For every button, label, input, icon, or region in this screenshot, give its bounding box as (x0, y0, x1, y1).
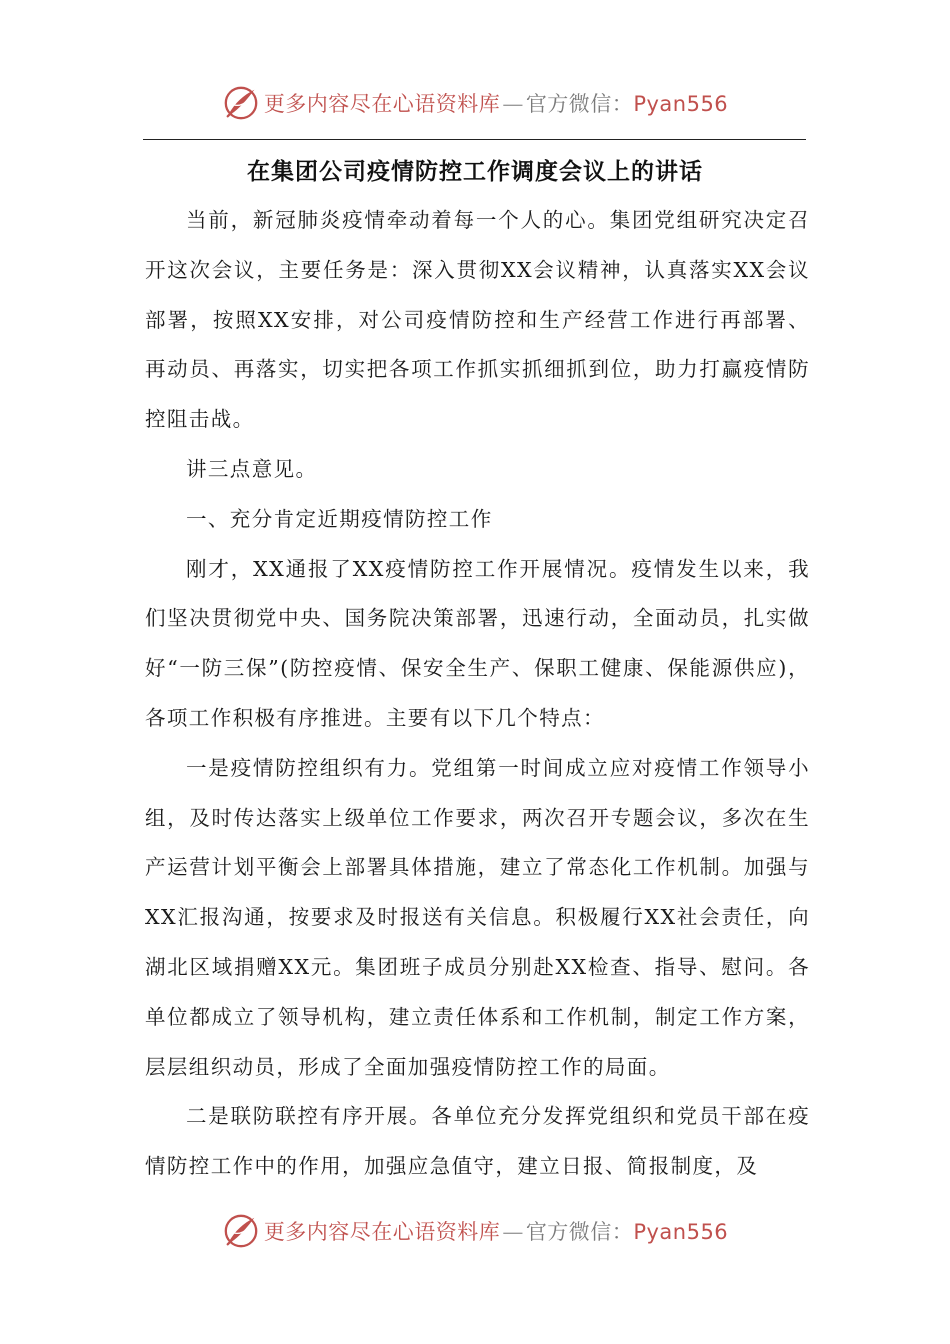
section-heading: 一、充分肯定近期疫情防控工作 (186, 506, 493, 531)
document-body (145, 196, 810, 1192)
banner-text (264, 1216, 728, 1246)
header-divider (143, 139, 806, 140)
paragraph: 二是联防联控有序开展。各单位充分发挥党组织和党员干部在疫情防控工作中的作用，加强应急值守，建立日报、简报制度，及 (145, 1104, 810, 1179)
paragraph: 讲三点意见。 (186, 456, 318, 481)
banner-wechat-label: 官方微信： (525, 1220, 634, 1244)
header-banner (0, 78, 950, 128)
banner-wechat-id: Pyan556 (633, 1220, 729, 1244)
banner-separator: — (502, 1220, 524, 1244)
banner-wechat-id: Pyan556 (633, 92, 729, 116)
banner-main-text: 更多内容尽在心语资料库 (263, 1220, 501, 1244)
banner-main-text: 更多内容尽在心语资料库 (263, 92, 501, 116)
document-title: 在集团公司疫情防控工作调度会议上的讲话 (247, 159, 703, 185)
banner-wechat-label: 官方微信： (525, 92, 634, 116)
quill-logo-icon (222, 84, 260, 122)
paragraph: 刚才，XX通报了XX疫情防控工作开展情况。疫情发生以来，我们坚决贯彻党中央、国务院决策部署，迅速行动，全面动员，扎实做好“一防三保”(防控疫情、保安全生产、保职工健康、保能源供应)，各项工作积极有序推进。主要有以下几个特点： (145, 556, 810, 730)
paragraph: 当前，新冠肺炎疫情牵动着每一个人的心。集团党组研究决定召开这次会议，主要任务是：深入贯彻XX会议精神，认真落实XX会议部署，按照XX安排，对公司疫情防控和生产经营工作进行再部署、再动员、再落实，切实把各项工作抓实抓细抓到位，助力打赢疫情防控阻击战。 (145, 208, 810, 432)
paragraph: 一是疫情防控组织有力。党组第一时间成立应对疫情工作领导小组，及时传达落实上级单位工作要求，两次召开专题会议，多次在生产运营计划平衡会上部署具体措施，建立了常态化工作机制。加强与XX汇报沟通，按要求及时报送有关信息。积极履行XX社会责任，向湖北区域捐赠XX元。集团班子成员分别赴XX检查、指导、慰问。各单位都成立了领导机构，建立责任体系和工作机制，制定工作方案，层层组织动员，形成了全面加强疫情防控工作的局面。 (145, 755, 810, 1079)
footer-banner (0, 1206, 950, 1256)
banner-separator: — (502, 92, 524, 116)
quill-logo-icon (222, 1212, 260, 1250)
banner-text (264, 88, 728, 118)
